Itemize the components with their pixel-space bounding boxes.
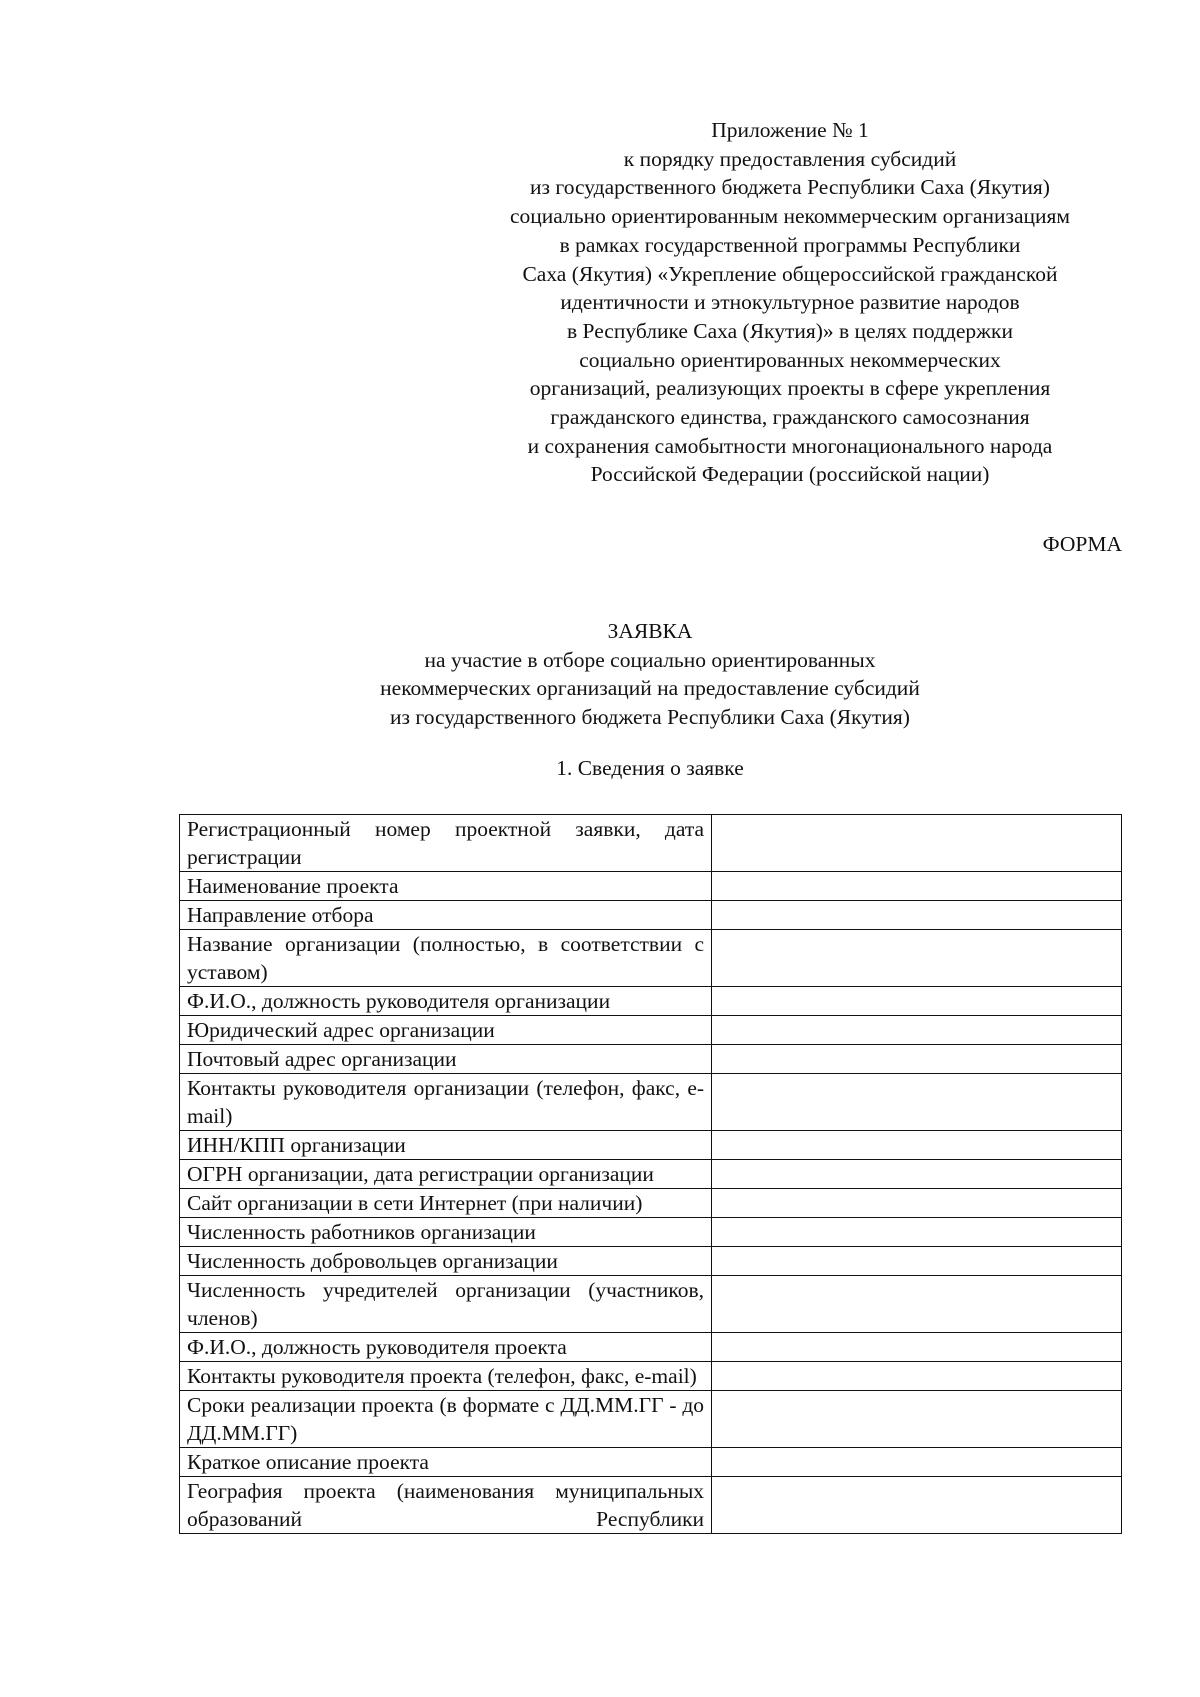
row-label: Ф.И.О., должность руководителя проекта	[180, 1333, 712, 1362]
title-heading: ЗАЯВКА	[607, 619, 693, 643]
appendix-line: и сохранения самобытности многонационального народа	[527, 433, 1053, 458]
appendix-line: социально ориентированным некоммерческим организациям	[510, 204, 1070, 229]
row-label: Наименование проекта	[180, 872, 712, 901]
appendix-line: Приложение № 1	[711, 118, 869, 142]
row-label: Численность добровольцев организации	[180, 1247, 712, 1276]
row-value-field[interactable]	[712, 1477, 1122, 1534]
row-label: Регистрационный номер проектной заявки, дата регистрации	[180, 815, 712, 872]
row-value-field[interactable]	[712, 1074, 1122, 1131]
table-row	[180, 1074, 1122, 1131]
row-value-field[interactable]	[712, 1160, 1122, 1189]
table-row	[180, 1391, 1122, 1448]
row-label: Почтовый адрес организации	[180, 1045, 712, 1074]
appendix-line: к порядку предоставления субсидий	[623, 146, 957, 171]
row-label: Контакты руководителя проекта (телефон, факс, e-mail)	[180, 1362, 712, 1391]
row-label: Численность работников организации	[180, 1218, 712, 1247]
appendix-line: гражданского единства, гражданского самосознания	[550, 405, 1030, 430]
table-row	[180, 1016, 1122, 1045]
table-row	[180, 1276, 1122, 1333]
table-row	[180, 987, 1122, 1016]
title-line: на участие в отборе социально ориентированных	[424, 647, 876, 672]
row-label: Контакты руководителя организации (телефон, факс, e-mail)	[180, 1074, 712, 1131]
table-row	[180, 1160, 1122, 1189]
row-value-field[interactable]	[712, 1391, 1122, 1448]
title-line: некоммерческих организаций на предоставление субсидий	[380, 676, 920, 701]
appendix-line: Саха (Якутия) «Укрепление общероссийской гражданской	[522, 261, 1058, 286]
row-value-field[interactable]	[712, 1333, 1122, 1362]
table-row	[180, 1218, 1122, 1247]
title-line: из государственного бюджета Республики Саха (Якутия)	[390, 705, 910, 730]
appendix-line: из государственного бюджета Республики Саха (Якутия)	[530, 175, 1050, 200]
row-label: География проекта (наименования муниципальных образований Республики	[180, 1477, 712, 1534]
row-value-field[interactable]	[712, 1448, 1122, 1477]
appendix-line: в рамках государственной программы Республики	[559, 232, 1021, 257]
application-title	[220, 617, 1080, 732]
form-label: ФОРМА	[1042, 532, 1122, 556]
row-value-field[interactable]	[712, 1189, 1122, 1218]
appendix-line: организаций, реализующих проекты в сфере укрепления	[529, 376, 1051, 401]
table-row	[180, 1131, 1122, 1160]
row-label: Название организации (полностью, в соответствии с уставом)	[180, 930, 712, 987]
application-info-table	[179, 814, 1122, 1534]
row-label: Сроки реализации проекта (в формате с ДД.ММ.ГГ - до ДД.ММ.ГГ)	[180, 1391, 712, 1448]
row-label: Численность учредителей организации (участников, членов)	[180, 1276, 712, 1333]
row-value-field[interactable]	[712, 1247, 1122, 1276]
row-value-field[interactable]	[712, 987, 1122, 1016]
row-value-field[interactable]	[712, 815, 1122, 872]
row-value-field[interactable]	[712, 930, 1122, 987]
table-row	[180, 1477, 1122, 1534]
row-value-field[interactable]	[712, 1016, 1122, 1045]
row-label: Направление отбора	[180, 901, 712, 930]
appendix-line: идентичности и этнокультурное развитие народов	[560, 290, 1020, 315]
row-value-field[interactable]	[712, 901, 1122, 930]
table-row	[180, 1247, 1122, 1276]
row-value-field[interactable]	[712, 1276, 1122, 1333]
table-row	[180, 815, 1122, 872]
row-value-field[interactable]	[712, 1131, 1122, 1160]
table-row	[180, 930, 1122, 987]
table-row	[180, 872, 1122, 901]
appendix-line: Российской Федерации (российской нации)	[590, 462, 990, 487]
section-title: 1. Сведения о заявке	[556, 756, 744, 780]
row-value-field[interactable]	[712, 1362, 1122, 1391]
row-label: Юридический адрес организации	[180, 1016, 712, 1045]
table-row	[180, 1448, 1122, 1477]
row-label: ОГРН организации, дата регистрации организации	[180, 1160, 712, 1189]
row-label: Ф.И.О., должность руководителя организации	[180, 987, 712, 1016]
table-row	[180, 901, 1122, 930]
row-label: ИНН/КПП организации	[180, 1131, 712, 1160]
appendix-line: в Республике Саха (Якутия)» в целях поддержки	[567, 318, 1013, 343]
row-value-field[interactable]	[712, 872, 1122, 901]
row-value-field[interactable]	[712, 1218, 1122, 1247]
table-row	[180, 1045, 1122, 1074]
table-row	[180, 1362, 1122, 1391]
table-row	[180, 1189, 1122, 1218]
row-label: Сайт организации в сети Интернет (при наличии)	[180, 1189, 712, 1218]
row-label: Краткое описание проекта	[180, 1448, 712, 1477]
appendix-header	[460, 116, 1120, 489]
row-value-field[interactable]	[712, 1045, 1122, 1074]
table-row	[180, 1333, 1122, 1362]
appendix-line: социально ориентированных некоммерческих	[579, 347, 1001, 372]
